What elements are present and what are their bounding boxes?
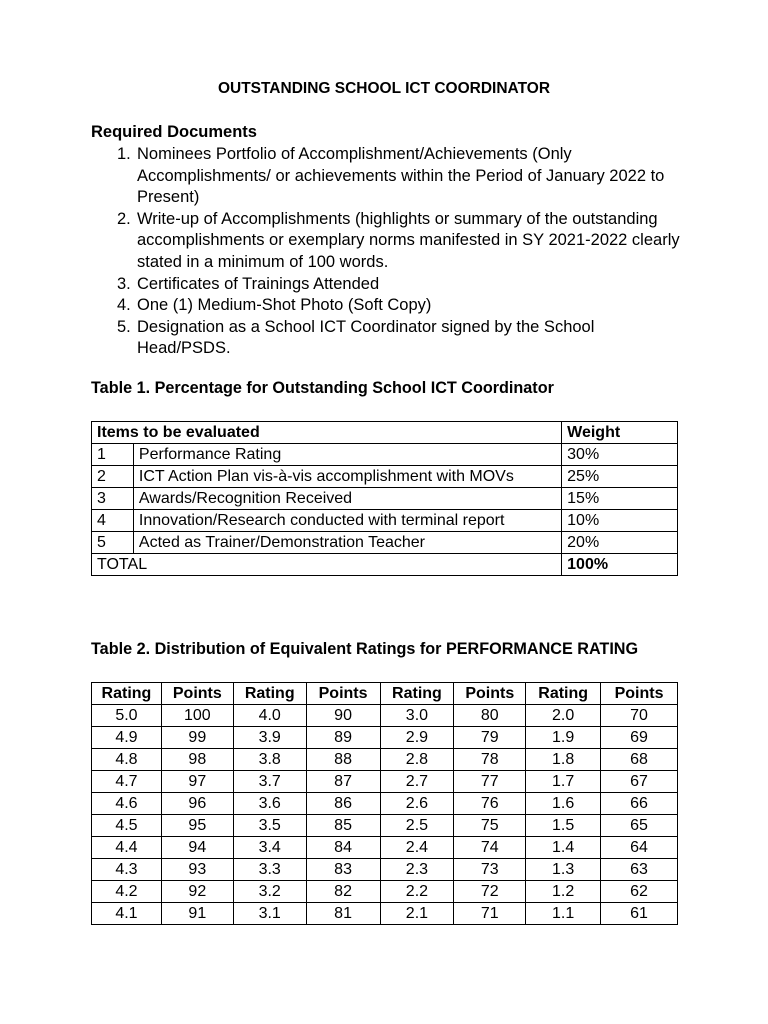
- rating-cell: 3.0: [380, 705, 454, 727]
- points-cell: 63: [601, 859, 678, 881]
- table-row: [92, 488, 678, 510]
- rating-cell: 1.5: [526, 815, 601, 837]
- item-text: One (1) Medium-Shot Photo (Soft Copy): [137, 296, 432, 315]
- item-name: ICT Action Plan vis-à-vis accomplishment with MOVs: [133, 466, 561, 488]
- rating-cell: 5.0: [92, 705, 162, 727]
- rating-cell: 3.7: [233, 771, 306, 793]
- item-number: 4.: [117, 296, 131, 315]
- points-cell: 74: [454, 837, 526, 859]
- item-no: 1: [92, 444, 134, 466]
- points-cell: 100: [161, 705, 233, 727]
- points-cell: 89: [306, 727, 380, 749]
- points-cell: 64: [601, 837, 678, 859]
- points-cell: 97: [161, 771, 233, 793]
- item-text: Write-up of Accomplishments (highlights or summary of the outstanding accomplishments or exemplary norms manifested in SY 2021-2022 clearly stated in a minimum of 100 words.: [137, 209, 680, 271]
- table-row: [92, 705, 678, 727]
- required-document-item: [91, 274, 681, 296]
- rating-cell: 3.2: [233, 881, 306, 903]
- rating-cell: 3.1: [233, 903, 306, 925]
- rating-cell: 1.7: [526, 771, 601, 793]
- item-weight: 20%: [562, 532, 678, 554]
- points-cell: 62: [601, 881, 678, 903]
- points-cell: 75: [454, 815, 526, 837]
- column-header: Points: [454, 683, 526, 705]
- points-cell: 93: [161, 859, 233, 881]
- points-cell: 95: [161, 815, 233, 837]
- rating-cell: 4.2: [92, 881, 162, 903]
- table-row: [92, 466, 678, 488]
- points-cell: 61: [601, 903, 678, 925]
- item-name: Innovation/Research conducted with terminal report: [133, 510, 561, 532]
- rating-cell: 4.4: [92, 837, 162, 859]
- points-cell: 86: [306, 793, 380, 815]
- required-documents-list: [91, 144, 681, 360]
- item-text: Designation as a School ICT Coordinator signed by the School Head/PSDS.: [137, 317, 595, 358]
- table-row: [92, 727, 678, 749]
- table-row: [92, 837, 678, 859]
- column-header: Rating: [92, 683, 162, 705]
- item-name: Awards/Recognition Received: [133, 488, 561, 510]
- rating-cell: 2.1: [380, 903, 454, 925]
- points-cell: 92: [161, 881, 233, 903]
- points-cell: 71: [454, 903, 526, 925]
- ratings-table: [91, 682, 678, 925]
- points-cell: 85: [306, 815, 380, 837]
- item-no: 5: [92, 532, 134, 554]
- rating-cell: 4.9: [92, 727, 162, 749]
- rating-cell: 3.9: [233, 727, 306, 749]
- points-cell: 96: [161, 793, 233, 815]
- points-cell: 79: [454, 727, 526, 749]
- required-document-item: [91, 144, 681, 209]
- item-name: Acted as Trainer/Demonstration Teacher: [133, 532, 561, 554]
- total-label: TOTAL: [92, 554, 562, 576]
- points-cell: 83: [306, 859, 380, 881]
- table-row: [92, 881, 678, 903]
- rating-cell: 1.2: [526, 881, 601, 903]
- rating-cell: 1.1: [526, 903, 601, 925]
- table-row: [92, 859, 678, 881]
- required-document-item: [91, 209, 681, 274]
- points-cell: 90: [306, 705, 380, 727]
- rating-cell: 4.8: [92, 749, 162, 771]
- rating-cell: 2.9: [380, 727, 454, 749]
- points-cell: 77: [454, 771, 526, 793]
- item-weight: 30%: [562, 444, 678, 466]
- table-row: [92, 793, 678, 815]
- points-cell: 68: [601, 749, 678, 771]
- rating-cell: 2.3: [380, 859, 454, 881]
- points-cell: 87: [306, 771, 380, 793]
- column-header: Rating: [233, 683, 306, 705]
- item-text: Certificates of Trainings Attended: [137, 274, 380, 293]
- header-items: Items to be evaluated: [92, 422, 562, 444]
- column-header: Rating: [526, 683, 601, 705]
- points-cell: 91: [161, 903, 233, 925]
- column-header: Rating: [380, 683, 454, 705]
- column-header: Points: [306, 683, 380, 705]
- table-row: [92, 444, 678, 466]
- item-no: 3: [92, 488, 134, 510]
- rating-cell: 2.8: [380, 749, 454, 771]
- points-cell: 78: [454, 749, 526, 771]
- required-document-item: [91, 317, 681, 360]
- rating-cell: 2.5: [380, 815, 454, 837]
- rating-cell: 3.6: [233, 793, 306, 815]
- rating-cell: 1.9: [526, 727, 601, 749]
- required-documents-heading: Required Documents: [91, 123, 257, 141]
- item-no: 4: [92, 510, 134, 532]
- item-text: Nominees Portfolio of Accomplishment/Achievements (Only Accomplishments/ or achievements within the Period of January 2022 to Present): [137, 145, 665, 207]
- rating-cell: 1.3: [526, 859, 601, 881]
- rating-cell: 4.3: [92, 859, 162, 881]
- rating-cell: 2.6: [380, 793, 454, 815]
- document-title: OUTSTANDING SCHOOL ICT COORDINATOR: [217, 80, 551, 97]
- header-weight: Weight: [562, 422, 678, 444]
- total-row: [92, 554, 678, 576]
- points-cell: 76: [454, 793, 526, 815]
- required-document-item: [91, 295, 681, 317]
- item-weight: 25%: [562, 466, 678, 488]
- rating-cell: 4.0: [233, 705, 306, 727]
- points-cell: 99: [161, 727, 233, 749]
- rating-cell: 2.4: [380, 837, 454, 859]
- points-cell: 80: [454, 705, 526, 727]
- item-number: 1.: [117, 145, 131, 163]
- points-cell: 94: [161, 837, 233, 859]
- rating-cell: 3.4: [233, 837, 306, 859]
- points-cell: 72: [454, 881, 526, 903]
- points-cell: 82: [306, 881, 380, 903]
- points-cell: 65: [601, 815, 678, 837]
- table-row: [92, 771, 678, 793]
- rating-cell: 3.3: [233, 859, 306, 881]
- points-cell: 88: [306, 749, 380, 771]
- table-row: [92, 532, 678, 554]
- points-cell: 69: [601, 727, 678, 749]
- points-cell: 66: [601, 793, 678, 815]
- rating-cell: 1.8: [526, 749, 601, 771]
- points-cell: 70: [601, 705, 678, 727]
- weights-table: [91, 421, 678, 576]
- item-name: Performance Rating: [133, 444, 561, 466]
- rating-cell: 2.7: [380, 771, 454, 793]
- rating-cell: 3.8: [233, 749, 306, 771]
- total-value: 100%: [562, 554, 678, 576]
- item-no: 2: [92, 466, 134, 488]
- rating-cell: 4.1: [92, 903, 162, 925]
- rating-cell: 4.6: [92, 793, 162, 815]
- points-cell: 98: [161, 749, 233, 771]
- column-header: Points: [601, 683, 678, 705]
- points-cell: 81: [306, 903, 380, 925]
- item-number: 2.: [117, 209, 131, 228]
- item-weight: 15%: [562, 488, 678, 510]
- item-number: 3.: [117, 274, 131, 293]
- table-row: [92, 903, 678, 925]
- points-cell: 73: [454, 859, 526, 881]
- table2-caption: Table 2. Distribution of Equivalent Ratings for PERFORMANCE RATING: [91, 640, 639, 658]
- table-row: [92, 815, 678, 837]
- column-header: Points: [161, 683, 233, 705]
- table-row: [92, 749, 678, 771]
- rating-cell: 2.0: [526, 705, 601, 727]
- rating-cell: 1.6: [526, 793, 601, 815]
- rating-cell: 4.7: [92, 771, 162, 793]
- rating-cell: 2.2: [380, 881, 454, 903]
- points-cell: 67: [601, 771, 678, 793]
- rating-cell: 3.5: [233, 815, 306, 837]
- points-cell: 84: [306, 837, 380, 859]
- rating-cell: 1.4: [526, 837, 601, 859]
- item-number: 5.: [117, 317, 131, 336]
- table1-caption: Table 1. Percentage for Outstanding School ICT Coordinator: [91, 379, 554, 397]
- table-row: [92, 510, 678, 532]
- item-weight: 10%: [562, 510, 678, 532]
- rating-cell: 4.5: [92, 815, 162, 837]
